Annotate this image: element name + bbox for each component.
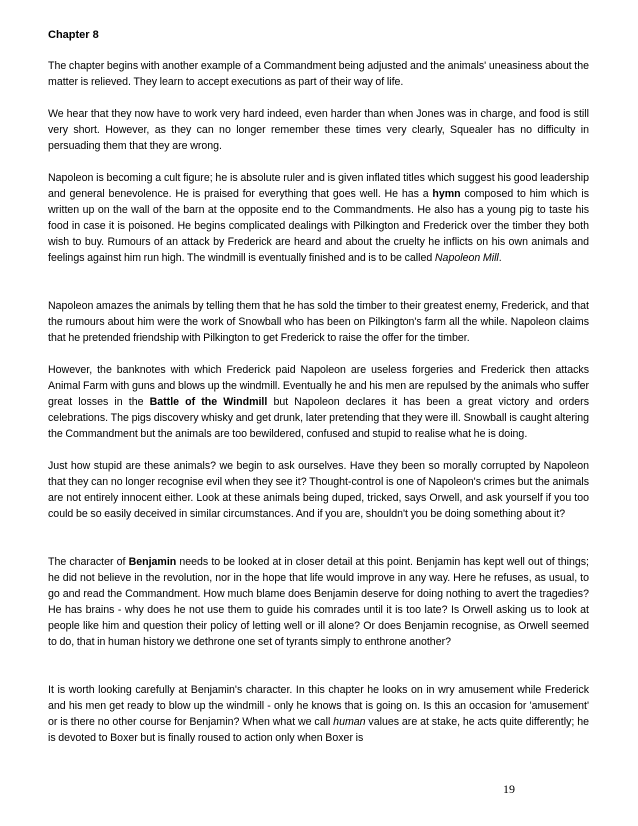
paragraph-7 xyxy=(48,554,589,650)
text-run: Napoleon is becoming a cult figure; he is absolute ruler and is given inflated titles which suggest his good leadership and general benevolence. He is praised for everything that goes well. He has a xyxy=(48,172,589,200)
emphasis-bold: Battle of the Windmill xyxy=(149,396,268,408)
text-run: . xyxy=(498,252,502,264)
text-run: The character of xyxy=(48,556,129,568)
page-number: 19 xyxy=(503,782,515,796)
text-run: but Napoleon declares it has been a great victory and orders celebrations. The pigs discovery whisky and get drunk, later pretending that they were ill. Snowball is caught altering the Commandment but the animals are too bewildered, confused and stupid to realise what he is doing. xyxy=(48,396,589,440)
emphasis-bold: Benjamin xyxy=(128,556,177,568)
text-run: However, the banknotes with which Frederick paid Napoleon are useless forgeries and Frederick then attacks Animal Farm with guns and blows up the windmill. Eventually he and his men are repulsed by the animals who suffer great losses in the xyxy=(48,364,589,408)
text-run: Just how stupid are these animals? we begin to ask ourselves. Have they been so morally corrupted by Napoleon that they can no longer recognise evil when they see it? Thought-control is one of Napoleon's crimes but the animals are not entirely innocent either. Look at these animals being duped, tricked, says Orwell, and ask yourself if you too could be so easily deceived in similar circumstances. And if you are, shouldn't you be doing something about it? xyxy=(48,460,589,520)
text-run: It is worth looking carefully at Benjamin's character. In this chapter he looks on in wry amusement while Frederick and his men get ready to blow up the windmill - only he knows that is going on. Is this an occasion for 'amusement' or is there no other course for Benjamin? When what we call xyxy=(48,684,589,728)
paragraph-6 xyxy=(48,458,589,522)
text-run: composed to him which is written up on the wall of the barn at the opposite end to the Commandments. He also has a young pig to taste his food in case it is poisoned. He begins complicated dealings with Pilkington and Frederick over the timber they both wish to buy. Rumours of an attack by Frederick are heard and about the cruelty he inflicts on his own animals and feelings against him run high. The windmill is eventually finished and is to be called xyxy=(48,188,589,264)
emphasis-italic: human xyxy=(333,716,366,728)
paragraph-2 xyxy=(48,106,589,154)
text-run: We hear that they now have to work very hard indeed, even harder than when Jones was in charge, and food is still very short. However, as they can no longer remember these times very clearly, Squealer has no difficulty in persuading them that they are wrong. xyxy=(48,108,589,152)
text-run: values are at stake, he acts quite differently; he is devoted to Boxer but is finally roused to action only when Boxer is xyxy=(48,716,589,744)
paragraph-1 xyxy=(48,58,589,90)
paragraph-3 xyxy=(48,170,589,266)
emphasis-italic: Napoleon Mill xyxy=(434,252,499,264)
emphasis-bold: hymn xyxy=(432,188,461,200)
paragraph-4 xyxy=(48,298,589,346)
text-run: needs to be looked at in closer detail at this point. Benjamin has kept well out of things; he did not believe in the revolution, nor in the hope that life would improve in any way. Here he refuses, as usual, to go and read the Commandment. How much blame does Benjamin deserve for doing nothing to avert the tragedies? He has brains - why does he not use them to guide his comrades until it is too late? Is Orwell asking us to look at people like him and question their policy of letting well or ill alone? Or does Benjamin recognise, as Orwell seemed to do, that in human history we dethrone one set of tyrants simply to enthrone another? xyxy=(48,556,589,648)
paragraph-5 xyxy=(48,362,589,442)
text-run: Napoleon amazes the animals by telling them that he has sold the timber to their greatest enemy, Frederick, and that the rumours about him were the work of Snowball who has been on Pilkington's farm all the while. Napoleon claims that he pretended friendship with Pilkington to get Frederick to raise the offer for the timber. xyxy=(48,300,589,344)
paragraph-8 xyxy=(48,682,589,746)
text-run: The chapter begins with another example of a Commandment being adjusted and the animals' uneasiness about the matter is relieved. They learn to accept executions as part of their way of life. xyxy=(48,60,589,88)
chapter-title: Chapter 8 xyxy=(48,29,99,41)
